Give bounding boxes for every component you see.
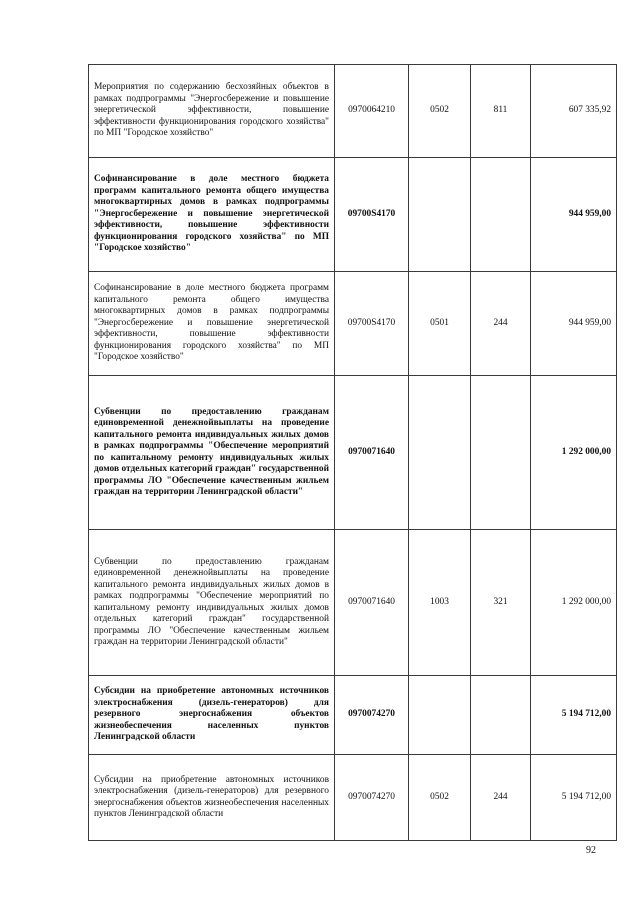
- section-code-cell: 0502: [409, 755, 471, 841]
- section-code-cell: [409, 376, 471, 530]
- target-code-cell: 0970074270: [335, 755, 409, 841]
- target-code-cell: 0970071640: [335, 376, 409, 530]
- expense-name: Софинансирование в доле местного бюджета программ капитального ремонта общего имущества многоквартирных домов в рамках подпрограммы "Энергосбережение и повышение энергетической эффективности, повышение эффективности функционирования городского хозяйства" по МП "Городское хозяйство": [94, 283, 329, 363]
- amount-cell: 5 194 712,00: [531, 755, 617, 841]
- section-code-cell: [409, 676, 471, 755]
- expense-name: Субсидии на приобретение автономных источников электроснабжения (дизель-генераторов) для резервного энергоснабжения объектов жизнеобеспечения населенных пунктов Ленинградской области: [94, 686, 329, 743]
- budget-table-body: [89, 65, 617, 841]
- table-row: [89, 755, 617, 841]
- table-row: [89, 530, 617, 676]
- expense-name: Мероприятия по содержанию бесхозяйных объектов в рамках подпрограммы "Энергосбережение и повышение энергетической эффективности, повышение эффективности функционирования городского хозяйства" по МП "Городское хозяйство": [94, 82, 329, 139]
- table-row: [89, 376, 617, 530]
- amount-cell: 944 959,00: [531, 158, 617, 272]
- expense-type-cell: 244: [471, 755, 531, 841]
- expense-name: Субсидии на приобретение автономных источников электроснабжения (дизель-генераторов) для резервного энергоснабжения объектов жизнеобеспечения населенных пунктов Ленинградской области: [94, 774, 329, 819]
- amount-cell: 1 292 000,00: [531, 530, 617, 676]
- page-number: 92: [586, 845, 596, 856]
- target-code-cell: 09700S4170: [335, 158, 409, 272]
- section-code-cell: 0501: [409, 272, 471, 376]
- amount-cell: 1 292 000,00: [531, 376, 617, 530]
- amount-cell: 5 194 712,00: [531, 676, 617, 755]
- expense-name-cell: [89, 755, 335, 841]
- expense-type-cell: [471, 676, 531, 755]
- expense-type-cell: 811: [471, 65, 531, 158]
- budget-table: [88, 64, 617, 841]
- target-code-cell: 0970074270: [335, 676, 409, 755]
- section-code-cell: [409, 158, 471, 272]
- section-code-cell: 1003: [409, 530, 471, 676]
- target-code-cell: 09700S4170: [335, 272, 409, 376]
- target-code-cell: 0970071640: [335, 530, 409, 676]
- expense-name: Субвенции по предоставлению гражданам единовременной денежнойвыплаты на проведение капитального ремонта индивидуальных жилых домов в рамках подпрограммы "Обеспечение мероприятий по капитальному ремонту индивидуальных жилых домов отдельных категорий граждан" государственной программы ЛО "Обеспечение качественным жильем граждан на территории Ленинградской области": [94, 556, 329, 647]
- expense-type-cell: [471, 376, 531, 530]
- expense-type-cell: [471, 158, 531, 272]
- expense-name-cell: [89, 272, 335, 376]
- expense-type-cell: 321: [471, 530, 531, 676]
- expense-name-cell: [89, 65, 335, 158]
- expense-name-cell: [89, 376, 335, 530]
- table-row: [89, 676, 617, 755]
- target-code-cell: 0970064210: [335, 65, 409, 158]
- expense-name: Субвенции по предоставлению гражданам единовременной денежнойвыплаты на проведение капитального ремонта индивидуальных жилых домов в рамках подпрограммы "Обеспечение мероприятий по капитальному ремонту индивидуальных жилых домов отдельных категорий граждан" государственной программы ЛО "Обеспечение качественным жильем граждан на территории Ленинградской области": [94, 406, 329, 497]
- amount-cell: 607 335,92: [531, 65, 617, 158]
- expense-name: Софинансирование в доле местного бюджета программ капитального ремонта общего имущества многоквартирных домов в рамках подпрограммы "Энергосбережение и повышение энергетической эффективности, повышение эффективности функционирования городского хозяйства" по МП "Городское хозяйство": [94, 174, 329, 254]
- expense-name-cell: [89, 530, 335, 676]
- expense-name-cell: [89, 158, 335, 272]
- expense-name-cell: [89, 676, 335, 755]
- expense-type-cell: 244: [471, 272, 531, 376]
- table-row: [89, 158, 617, 272]
- amount-cell: 944 959,00: [531, 272, 617, 376]
- table-row: [89, 65, 617, 158]
- section-code-cell: 0502: [409, 65, 471, 158]
- table-row: [89, 272, 617, 376]
